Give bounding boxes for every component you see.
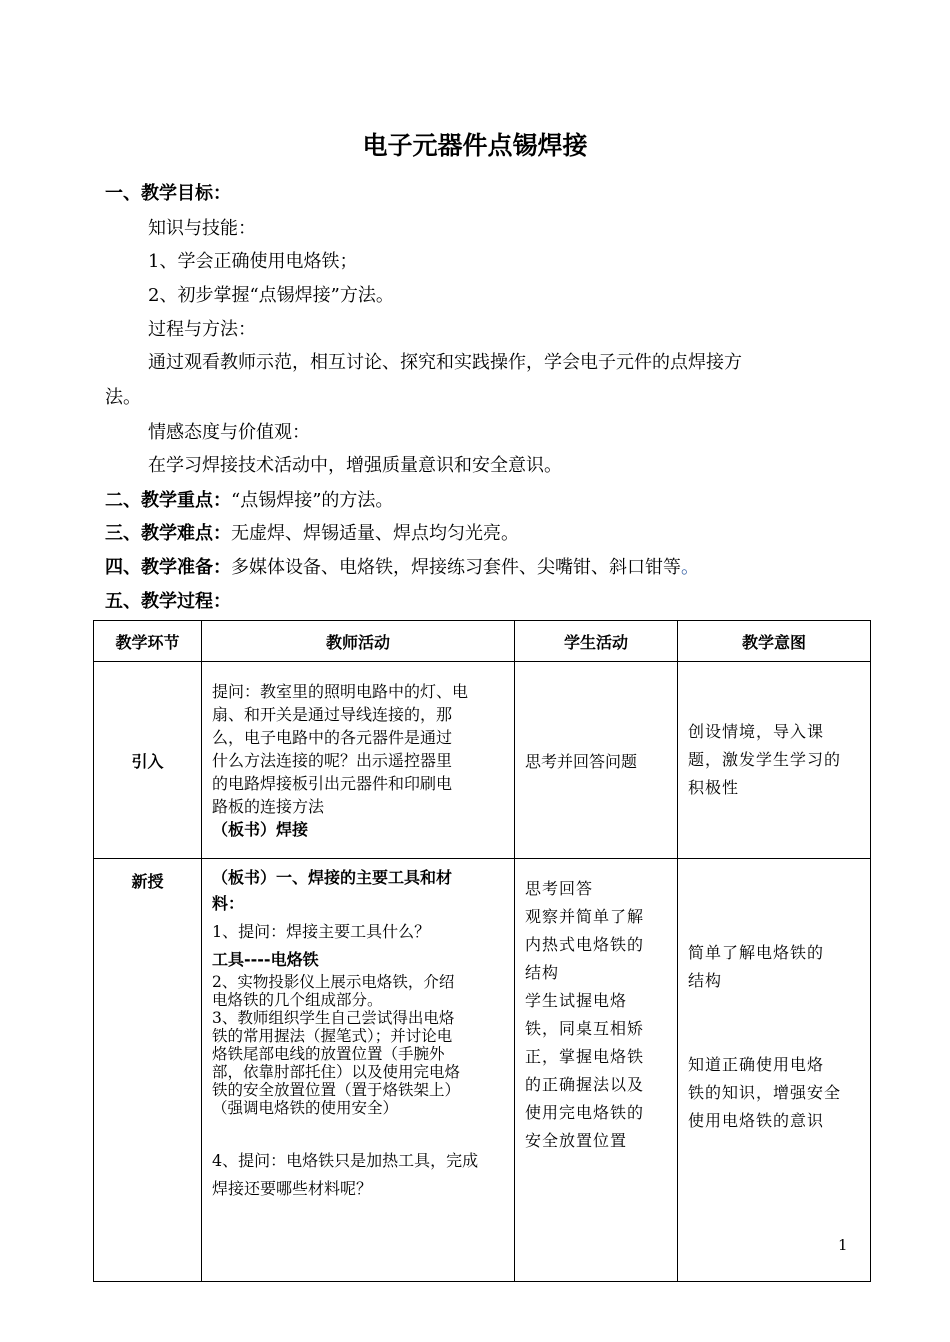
text-line: 题，激发学生学习的 (688, 750, 842, 769)
text-line: 什么方法连接的呢？出示遥控器里 (212, 750, 453, 770)
preparation-text: 多媒体设备、电烙铁，焊接练习套件、尖嘴钳、斜口钳等 (231, 557, 681, 578)
section-heading-objectives: 一、教学目标： (105, 183, 231, 204)
preparation-label: 四、教学准备： (105, 557, 231, 578)
knowledge-item-2: 2、初步掌握“点锡焊接”方法。 (148, 285, 394, 306)
difficulty-label: 三、教学难点： (105, 523, 231, 544)
spacer (688, 995, 860, 1051)
text-line: 焊接还要哪些材料呢？ (212, 1179, 373, 1198)
text-line: 电烙铁的几个组成部分。 (212, 991, 383, 1009)
page-number: 1 (838, 1236, 848, 1254)
text-line: 简单了解电烙铁的 (688, 943, 825, 962)
student-activity-intro: 思考并回答问题 (515, 662, 678, 859)
emotion-heading: 情感态度与价值观： (148, 422, 310, 443)
text-line: 使用完电烙铁的 (525, 1103, 645, 1122)
preparation-line (105, 555, 699, 581)
text-line: 4、提问：电烙铁只是加热工具，完成 (212, 1151, 479, 1170)
key-point-text: “点锡焊接”的方法。 (231, 490, 394, 511)
table-row (94, 662, 871, 859)
text-line: 观察并简单了解 (525, 907, 645, 926)
text-line: 结构 (525, 963, 560, 982)
difficulty-line (105, 521, 519, 547)
key-point-line (105, 488, 393, 514)
text-line: 学生试握电烙 (525, 991, 628, 1010)
difficulty-text: 无虚焊、焊锡适量、焊点均匀光亮。 (231, 523, 519, 544)
knowledge-heading: 知识与技能： (148, 218, 256, 239)
stage-intro: 引入 (94, 662, 202, 859)
text-line: 安全放置位置 (525, 1131, 628, 1150)
text-line: 部，依靠肘部托住）以及使用完电烙 (212, 1063, 461, 1081)
student-activity-new (515, 859, 678, 1282)
spacer (212, 1117, 504, 1147)
process-text-line1: 通过观看教师示范，相互讨论、探究和实践操作，学会电子元件的点焊接方 (148, 352, 742, 373)
board-note: （板书）一、焊接的主要工具和材 (212, 868, 453, 887)
text-line: 结构 (688, 971, 723, 990)
header-teacher-activity: 教师活动 (202, 621, 515, 662)
lesson-process-table (93, 620, 871, 1282)
knowledge-item-1: 1、学会正确使用电烙铁； (148, 251, 358, 272)
text-line: 的正确握法以及 (525, 1075, 645, 1094)
text-line: 正，掌握电烙铁 (525, 1047, 645, 1066)
text-line: 铁的常用握法（握笔式）；并讨论电 (212, 1027, 453, 1045)
text-line: 2、实物投影仪上展示电烙铁，介绍 (212, 973, 455, 991)
text-line: 使用电烙铁的意识 (688, 1111, 825, 1130)
text-line: （强调电烙铁的使用安全） (212, 1099, 399, 1117)
text-line: 铁的知识，增强安全 (688, 1083, 842, 1102)
text-line: 铁，同桌互相矫 (525, 1019, 645, 1038)
header-student-activity: 学生活动 (515, 621, 678, 662)
question-1: 1、提问：焊接主要工具什么？ (212, 922, 431, 941)
text-line: 提问：教室里的照明电路中的灯、电 (212, 681, 469, 701)
teacher-activity-intro (202, 662, 515, 859)
board-note: 料： (212, 894, 245, 913)
text-line: 思考回答 (525, 879, 594, 898)
teacher-activity-new (202, 859, 515, 1282)
process-heading: 过程与方法： (148, 319, 256, 340)
text-line: 扇、和开关是通过导线连接的，那 (212, 704, 453, 724)
intent-intro (678, 662, 871, 859)
emotion-text: 在学习焊接技术活动中，增强质量意识和安全意识。 (148, 455, 562, 476)
intent-new (678, 859, 871, 1282)
text-line: 积极性 (688, 778, 740, 797)
stage-new-lesson: 新授 (94, 859, 202, 1282)
header-stage: 教学环节 (94, 621, 202, 662)
section-heading-process: 五、教学过程： (105, 591, 231, 612)
text-line: 创设情境，导入课 (688, 722, 825, 741)
page-title: 电子元器件点锡焊接 (362, 131, 588, 160)
board-note: （板书）焊接 (212, 819, 309, 839)
text-line: 路板的连接方法 (212, 796, 325, 816)
text-line: 的电路焊接板引出元器件和印刷电 (212, 773, 453, 793)
key-point-label: 二、教学重点： (105, 490, 231, 511)
table-row (94, 859, 871, 1282)
text-line: 3、教师组织学生自己尝试得出电烙 (212, 1009, 455, 1027)
text-line: 么，电子电路中的各元器件是通过 (212, 727, 453, 747)
text-line: 铁的安全放置位置（置于烙铁架上） (212, 1081, 461, 1099)
header-intent: 教学意图 (678, 621, 871, 662)
text-line: 内热式电烙铁的 (525, 935, 645, 954)
process-text-line2: 法。 (105, 387, 141, 408)
table-header-row (94, 621, 871, 662)
tool-label: 工具----电烙铁 (212, 950, 319, 969)
text-line: 知道正确使用电烙 (688, 1055, 825, 1074)
preparation-period: 。 (681, 557, 699, 578)
text-line: 烙铁尾部电线的放置位置（手腕外 (212, 1045, 445, 1063)
